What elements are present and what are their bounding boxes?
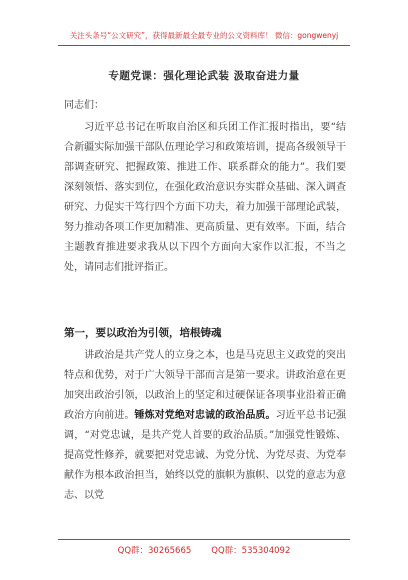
paragraph-intro [64,118,346,278]
paragraph-section-1-bold: 锤炼对党绝对忠诚的政治品质。 [134,410,276,421]
paragraph-section-1-text-b: 习近平总书记强调，“对党忠诚，是共产党人首要的政治品质。”加强党性锻炼、提高党性修养，就要把对党忠诚、为党分忧、为党尽责、为党奉献作为根本政治担当，始终以党的旗帜为旗帜、以党的意志为意志、以党 [64,410,347,501]
paragraph-intro-text: 习近平总书记在听取自治区和兵团工作汇报时指出，要“结合新疆实际加强干部队伍理论学习和政策培训，提高各级领导干部调查研究、把握政策、推进工作、联系群众的能力”。我们要深刻领悟、落实到位，在强化政治意识夯实群众基础、深入调查研究、力促实干笃行四个方面下功夫，着力加强干部理论武装，努力推动各项工作更加精准、更高质量、更有效率。下面，结合主题教育推进要求我从以下四个方面向大家作以汇报，不当之处，请同志们批评指正。 [64,122,346,273]
footer-qq-group-2: QQ群：535304092 [211,546,291,556]
paragraph-section-1-text-a: 讲政治是共产党人的立身之本，也是马克思主义政党的突出特点和优势，对于广大领导干部而言是第一要求。讲政治意在更加突出政治引领，以政治上的坚定和过硬保证各项事业沿着正确政治方向前进。 [64,350,346,421]
footer [0,544,408,556]
paragraph-section-1 [64,346,346,506]
section-heading-1: 第一，要以政治为引领，培根铸魂 [64,327,222,339]
footer-divider [58,539,350,540]
salutation: 同志们： [64,100,104,111]
header-banner: 关注头条号“公文研究”，获得最新最全最专业的公文资料库！ 微信：gongwenyj [69,31,339,40]
footer-qq-group-1: QQ群：30265665 [117,546,192,556]
header-divider [58,45,350,46]
document-title: 专题党课：强化理论武装 汲取奋进力量 [108,70,300,82]
